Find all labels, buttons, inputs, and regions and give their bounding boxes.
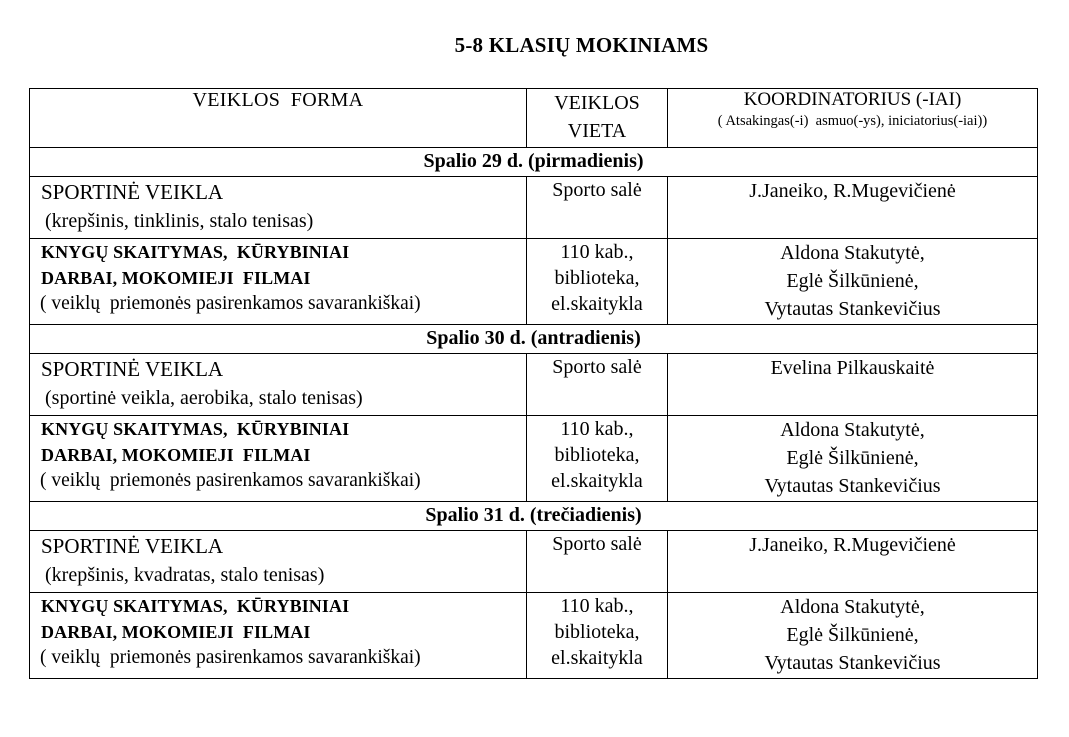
day-row [30,502,1038,531]
activity-subtitle: (krepšinis, tinklinis, stalo tenisas) [45,210,314,232]
activity-title: SPORTINĖ VEIKLA [41,357,224,381]
header-activity-form: VEIKLOS FORMA [30,89,527,148]
place-line: 110 kab., [560,418,634,440]
coordinators-cell [668,239,1038,325]
activity-subtitle: ( veiklų priemonės pasirenkamos savarankiškai) [40,647,421,668]
activity-place-cell: Sporto salė [527,177,668,239]
activity-title-line1: KNYGŲ SKAITYMAS, KŪRYBINIAI [41,596,350,616]
header-place-line2: VIETA [567,120,627,142]
table-header-row [30,89,1038,148]
coordinators-cell [668,593,1038,679]
activity-place-cell [527,239,668,325]
header-coordinators-main: KOORDINATORIUS (-IAI) [743,89,962,110]
activity-title-line2: DARBAI, MOKOMIEJI FILMAI [41,622,311,642]
activity-form-cell [30,177,527,239]
header-coordinators-sub: ( Atsakingas(-i) asmuo(-ys), iniciatorius(-iai)) [717,113,988,129]
table-row [30,416,1038,502]
activity-subtitle: (krepšinis, kvadratas, stalo tenisas) [45,564,325,586]
activity-title-line2: DARBAI, MOKOMIEJI FILMAI [41,445,311,465]
place-line: 110 kab., [560,595,634,617]
activity-form-cell [30,593,527,679]
day-row [30,148,1038,177]
day-label: Spalio 29 d. (pirmadienis) [30,148,1038,177]
activity-place-cell: Sporto salė [527,354,668,416]
activity-title-line1: KNYGŲ SKAITYMAS, KŪRYBINIAI [41,419,350,439]
activity-subtitle: ( veiklų priemonės pasirenkamos savarankiškai) [40,470,421,491]
place-line: el.skaitykla [551,647,643,669]
day-row [30,325,1038,354]
place-line: biblioteka, [554,444,640,466]
activity-title-line2: DARBAI, MOKOMIEJI FILMAI [41,268,311,288]
table-row [30,354,1038,416]
activity-form-cell [30,531,527,593]
place-line: el.skaitykla [551,293,643,315]
table-row [30,239,1038,325]
coordinators-cell [668,416,1038,502]
coordinator-name: Vytautas Stankevičius [764,298,941,320]
coordinator-name: Aldona Stakutytė, [780,419,925,441]
coordinator-name: Aldona Stakutytė, [780,242,925,264]
table-row [30,593,1038,679]
activity-subtitle: ( veiklų priemonės pasirenkamos savarankiškai) [40,293,421,314]
activity-title: SPORTINĖ VEIKLA [41,534,224,558]
coordinators-cell: Evelina Pilkauskaitė [668,354,1038,416]
header-coordinators [668,89,1038,148]
coordinator-name: Vytautas Stankevičius [764,475,941,497]
day-label: Spalio 31 d. (trečiadienis) [30,502,1038,531]
place-line: biblioteka, [554,621,640,643]
coordinators-cell: J.Janeiko, R.Mugevičienė [668,531,1038,593]
page-title: 5-8 KLASIŲ MOKINIAMS [454,33,709,57]
activity-subtitle: (sportinė veikla, aerobika, stalo tenisas) [45,387,363,409]
activity-schedule-table [29,88,1038,679]
coordinator-name: Vytautas Stankevičius [764,652,941,674]
place-line: biblioteka, [554,267,640,289]
activity-place-cell [527,416,668,502]
activity-form-cell [30,354,527,416]
coordinator-name: Eglė Šilkūnienė, [786,447,919,469]
day-label: Spalio 30 d. (antradienis) [30,325,1038,354]
header-place-line1: VEIKLOS [554,92,640,114]
table-row [30,531,1038,593]
activity-title: SPORTINĖ VEIKLA [41,180,224,204]
place-line: el.skaitykla [551,470,643,492]
coordinator-name: Aldona Stakutytė, [780,596,925,618]
activity-form-cell [30,416,527,502]
activity-place-cell: Sporto salė [527,531,668,593]
activity-place-cell [527,593,668,679]
coordinators-cell: J.Janeiko, R.Mugevičienė [668,177,1038,239]
table-row [30,177,1038,239]
place-line: 110 kab., [560,241,634,263]
coordinator-name: Eglė Šilkūnienė, [786,270,919,292]
activity-title-line1: KNYGŲ SKAITYMAS, KŪRYBINIAI [41,242,350,262]
header-activity-place [527,89,668,148]
coordinator-name: Eglė Šilkūnienė, [786,624,919,646]
activity-form-cell [30,239,527,325]
